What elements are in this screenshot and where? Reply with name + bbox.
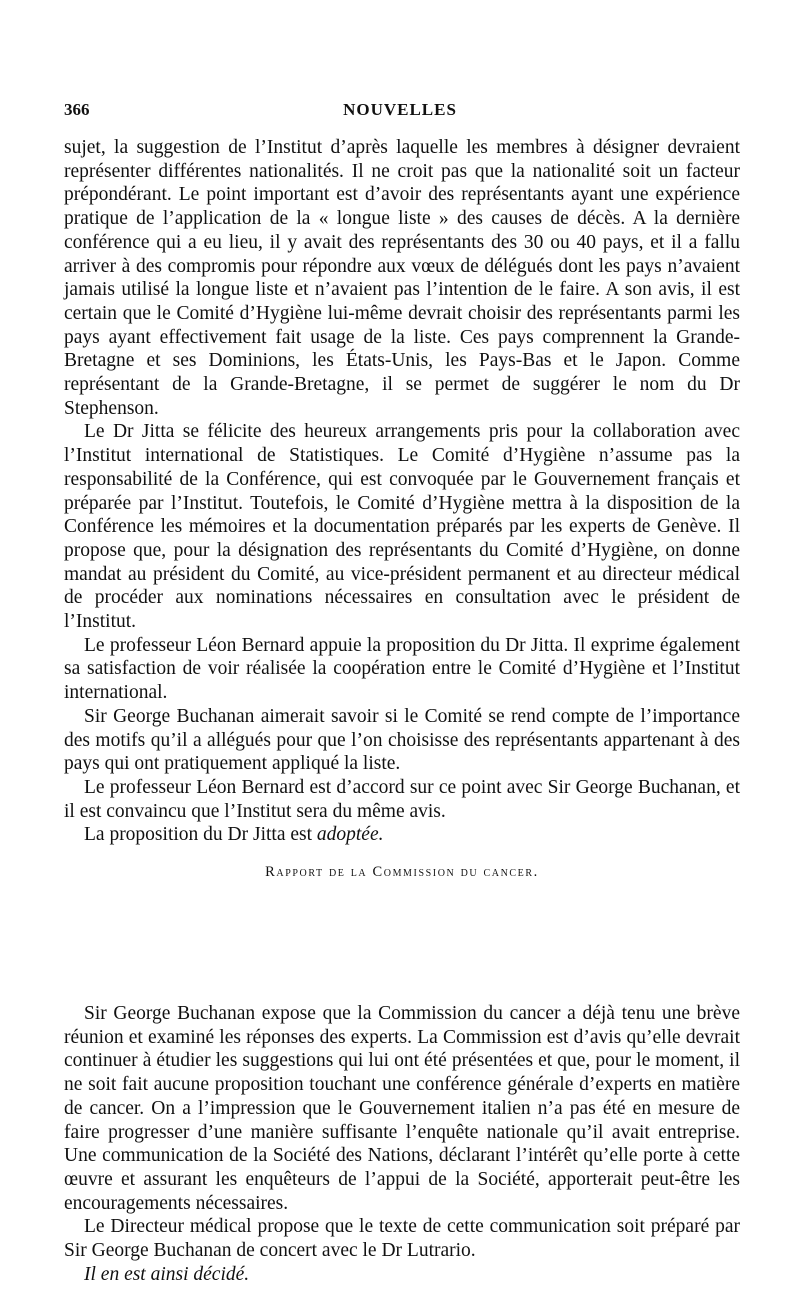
page-header: [64, 100, 736, 124]
paragraph-6: Sir George Buchanan expose que la Commission du cancer a déjà tenu une brève réunion et examiné les réponses des experts. La Commission est d’avis qu’elle devrait continuer à étudier les suggestions qui lui ont été présentées et que, pour le moment, il ne soit fait aucune proposition touchant une conférence générale d’experts en matière de cancer. On a l’impression que le Gouvernement italien n’a pas été en mesure de faire progresser d’une manière suffisante l’enquête nationale qu’il avait entreprise. Une communication de la Société des Nations, déclarant l’intérêt qu’elle porte à cette œuvre et assurant les enquêteurs de l’appui de la Société, apporterait peut-être les encouragements nécessaires.: [64, 1003, 740, 1214]
closing-decision: Il en est ainsi décidé.: [84, 1263, 250, 1285]
paragraph-7: Le Directeur médical propose que le texte de cette communication soit préparé par Sir George Buchanan de concert avec le Dr Lutrario.: [64, 1216, 740, 1262]
running-title: NOUVELLES: [343, 100, 457, 119]
paragraph-3: Le professeur Léon Bernard appuie la proposition du Dr Jitta. Il exprime également sa satisfaction de voir réalisée la coopération entre le Comité d’Hygiène et l’Institut international.: [64, 634, 740, 704]
proposition-text: La proposition du Dr Jitta est: [84, 824, 317, 846]
page-number: 366: [64, 100, 90, 119]
paragraph-4: Sir George Buchanan aimerait savoir si le Comité se rend compte de l’importance des motifs qu’il a allégués pour que l’on choisisse des représentants appartenant à des pays qui ont pratiquement appliqué la liste.: [64, 705, 740, 775]
paragraph-1: sujet, la suggestion de l’Institut d’après laquelle les membres à désigner devraient représenter différentes nationalités. Il ne croit pas que la nationalité soit un facteur prépondérant. Le point important est d’avoir des représentants ayant une expérience pratique de l’application de la « longue liste » des causes de décès. A la dernière conférence qui a eu lieu, il y avait des représentants des 30 ou 40 pays, et il a fallu arriver à des compromis pour répondre aux vœux de délégués dont les pays n’avaient jamais utilisé la longue liste et n’avaient pas l’intention de le faire. A son avis, il est certain que le Comité d’Hygiène lui-même devrait choisir des représentants parmi les pays ayant effectivement fait usage de la liste. Ces pays comprennent la Grande-Bretagne et ses Dominions, les États-Unis, les Pays-Bas et le Japon. Comme représentant de la Grande-Bretagne, il se permet de suggérer le nom du Dr Stephenson.: [64, 137, 740, 419]
paragraph-2: Le Dr Jitta se félicite des heureux arrangements pris pour la collaboration avec l’Institut international de Statistiques. Le Comité d’Hygiène n’assume pas la responsabilité de la Conférence, qui est convoquée par le Gouvernement français et préparée par l’Institut. Toutefois, le Comité d’Hygiène mettra à la disposition de la Conférence les mémoires et la documentation préparés par les experts de Genève. Il propose que, pour la désignation des représentants du Comité d’Hygiène, on donne mandat au président du Comité, au vice-président permanent et au directeur médical de procéder aux nominations nécessaires en consultation avec le président de l’Institut.: [64, 421, 740, 633]
body-section-1: [64, 136, 740, 847]
section-heading: Rapport de la Commission du cancer.: [265, 864, 539, 880]
paragraph-5: Le professeur Léon Bernard est d’accord sur ce point avec Sir George Buchanan, et il est convaincu que l’Institut sera du même avis.: [64, 776, 740, 822]
body-section-2: [64, 1002, 740, 1286]
proposition-line: [64, 823, 740, 847]
proposition-decision: adoptée.: [316, 824, 384, 846]
